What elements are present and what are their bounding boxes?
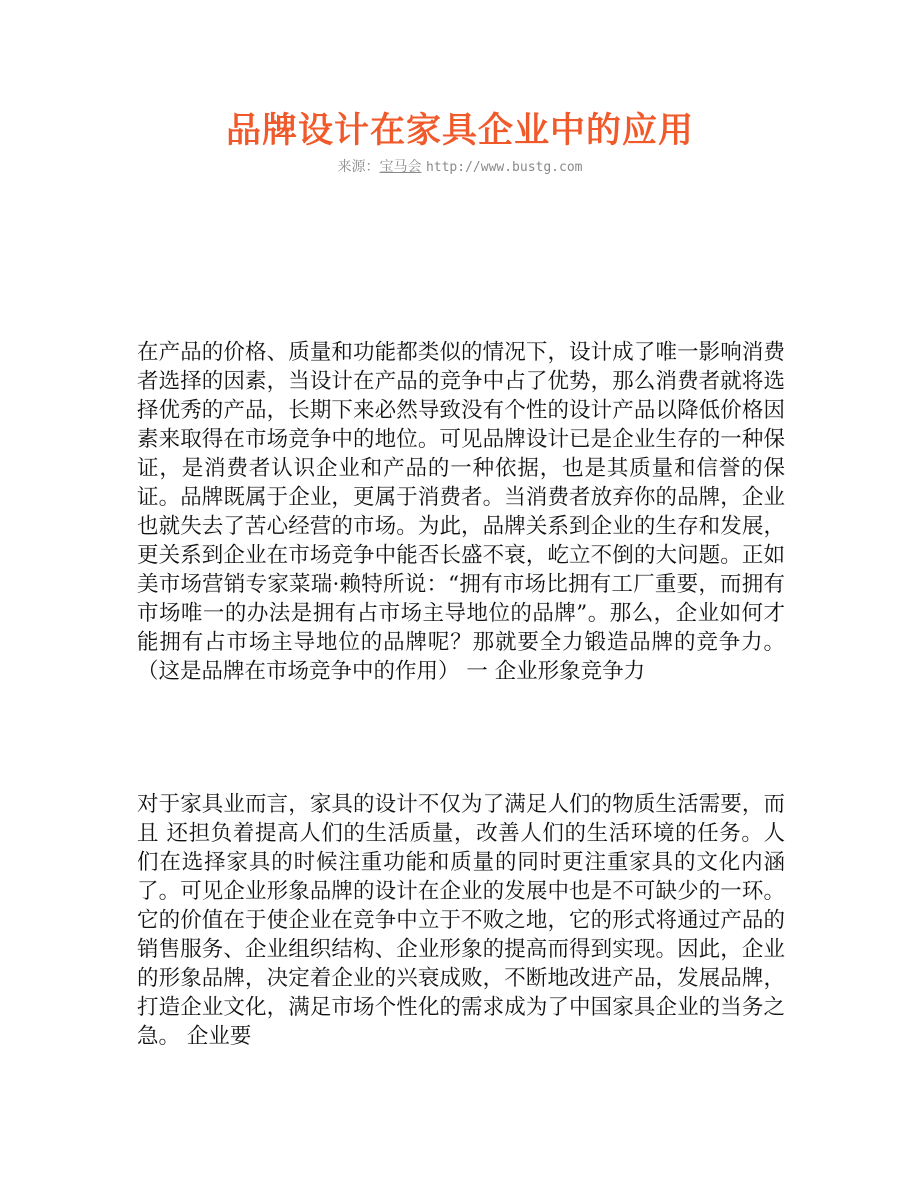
source-line — [0, 157, 920, 178]
source-label: 来源： — [337, 159, 380, 175]
page-title: 品牌设计在家具企业中的应用 — [225, 110, 694, 151]
source-site-link[interactable]: 宝马会 — [379, 159, 422, 175]
body-paragraph-1: 在产品的价格、质量和功能都类似的情况下，设计成了唯一影响消费者选择的因素，当设计在产品的竞争中占了优势，那么消费者就将选择优秀的产品，长期下来必然导致没有个性的设计产品以降低价格因素来取得在市场竞争中的地位。可见品牌设计已是企业生存的一种保证，是消费者认识企业和产品的一种依据，也是其质量和信誉的保证。品牌既属于企业，更属于消费者。当消费者放弃你的品牌，企业也就失去了苦心经营的市场。为此，品牌关系到企业的生存和发展，更关系到企业在市场竞争中能否长盛不衰，屹立不倒的大问题。正如美市场营销专家菜瑞·赖特所说：“拥有市场比拥有工厂重要，而拥有市场唯一的办法是拥有占市场主导地位的品牌”。那么，企业如何才能拥有占市场主导地位的品牌呢？那就要全力锻造品牌的竞争力。（这是品牌在市场竞争中的作用） 一 企业形象竞争力 — [137, 340, 785, 684]
body-paragraph-2: 对于家具业而言，家具的设计不仅为了满足人们的物质生活需要，而且 还担负着提高人们的生活质量，改善人们的生活环境的任务。人们在选择家具的时候注重功能和质量的同时更注重家具的文化内涵了。可见企业形象品牌的设计在企业的发展中也是不可缺少的一环。它的价值在于使企业在竞争中立于不败之地，它的形式将通过产品的销售服务、企业组织结构、企业形象的提高而得到实现。因此，企业的形象品牌，决定着企业的兴衰成败，不断地改进产品，发展品牌，打造企业文化，满足市场个性化的需求成为了中国家具企业的当务之急。 企业要 — [137, 792, 785, 1049]
source-url: http://www.bustg.com — [425, 160, 583, 175]
